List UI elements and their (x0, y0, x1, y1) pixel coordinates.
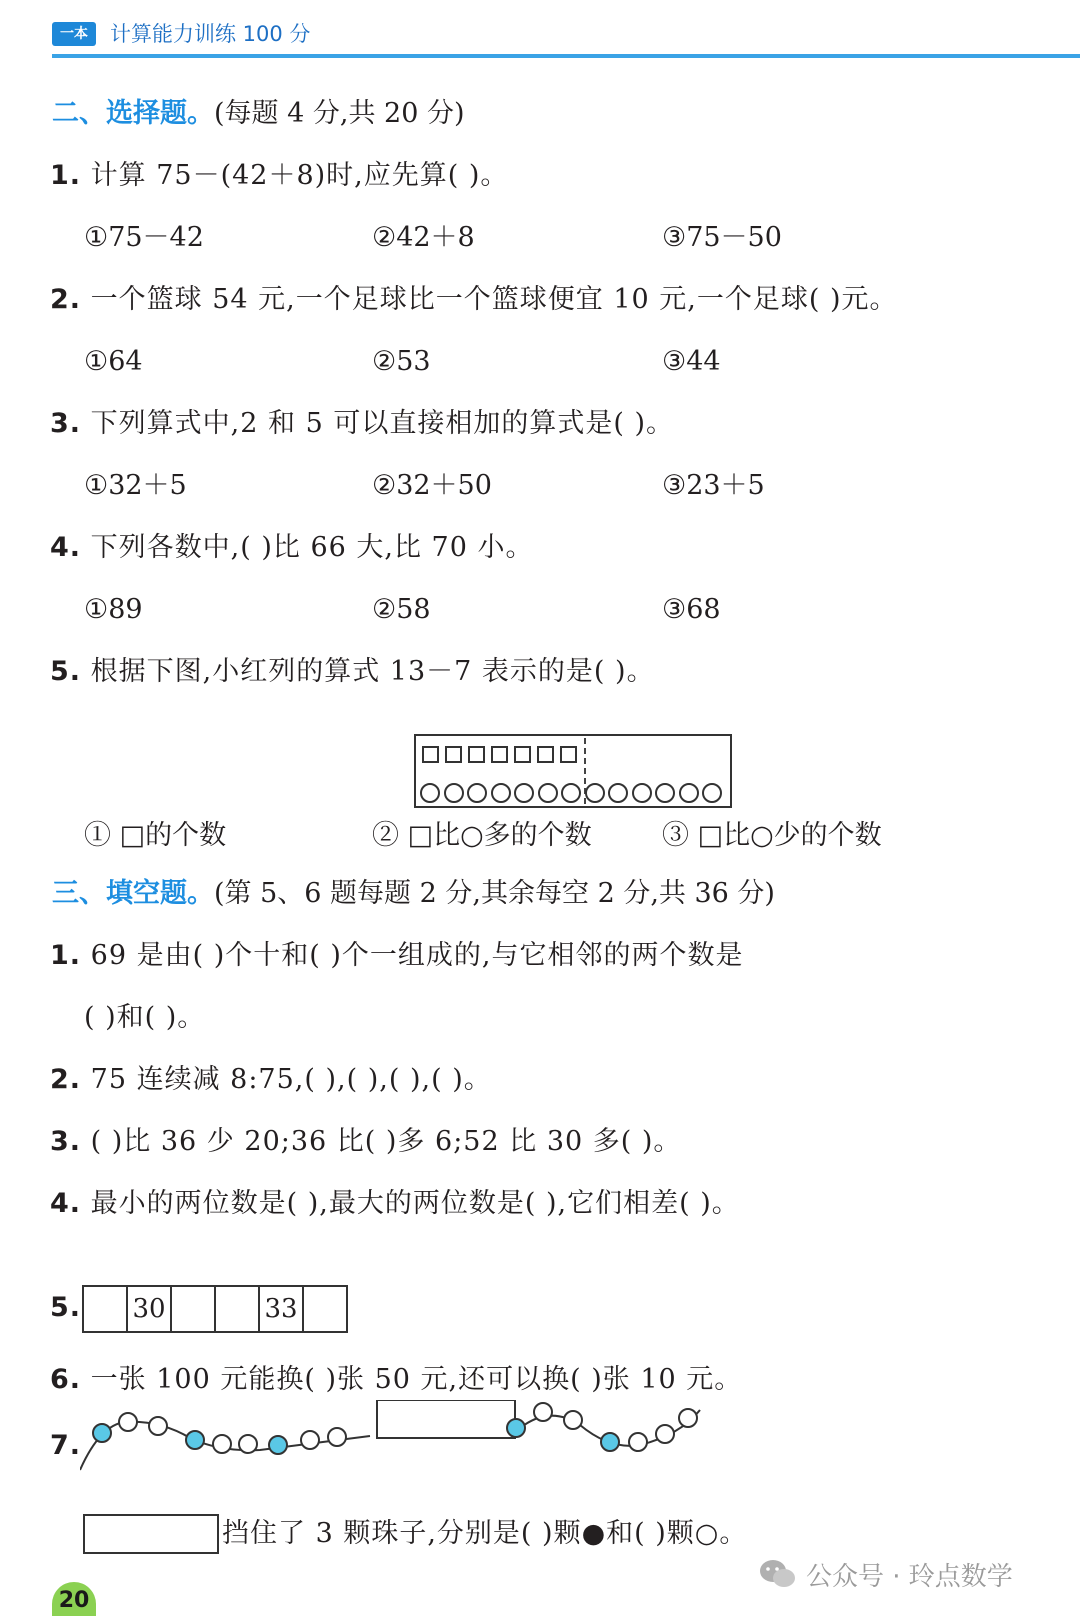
section-name: 三、填空题。 (52, 878, 214, 909)
bead-hollow (328, 1428, 346, 1446)
section-note: (每题 4 分,共 20 分) (214, 98, 465, 129)
question-2-4 (50, 530, 534, 566)
figure-square (422, 746, 439, 763)
question-text: 一个篮球 54 元,一个足球比一个篮球便宜 10 元,一个足球( )元。 (90, 284, 898, 315)
number-track (82, 1285, 348, 1333)
bead-filled (93, 1424, 111, 1442)
figure-circle (420, 783, 440, 803)
option-2-4-b[interactable]: ②58 (372, 594, 431, 625)
section-name: 二、选择题。 (52, 98, 214, 129)
watermark (758, 1554, 1013, 1594)
section-title-choice (52, 96, 465, 132)
question-text: 一张 100 元能换( )张 50 元,还可以换( )张 10 元。 (90, 1364, 743, 1395)
answer-box[interactable] (83, 1514, 219, 1554)
question-number: 6. (50, 1364, 82, 1395)
question-number: 1. (50, 160, 82, 191)
bead-hollow (239, 1435, 257, 1453)
figure-square (468, 746, 485, 763)
bead-hollow (679, 1409, 697, 1427)
figure-circle (491, 783, 511, 803)
question-number: 4. (50, 1188, 82, 1219)
option-2-3-a[interactable]: ①32＋5 (84, 470, 187, 501)
figure-square (514, 746, 531, 763)
section-note: (第 5、6 题每题 2 分,其余每空 2 分,共 36 分) (214, 878, 775, 909)
figure-circle (514, 783, 534, 803)
option-2-5-a[interactable]: ① □的个数 (84, 820, 227, 851)
question-2-3 (50, 406, 674, 442)
option-2-3-b[interactable]: ②32＋50 (372, 470, 492, 501)
section-title-fill (52, 876, 775, 912)
bead-hollow (629, 1433, 647, 1451)
bead-filled (269, 1436, 287, 1454)
option-2-2-b[interactable]: ②53 (372, 346, 431, 377)
question-3-6 (50, 1362, 742, 1398)
bead-hollow (149, 1417, 167, 1435)
question-number: 5. (50, 656, 82, 687)
option-2-1-c[interactable]: ③75－50 (662, 222, 782, 253)
question-text: 下列各数中,( )比 66 大,比 70 小。 (90, 532, 534, 563)
track-cell[interactable] (170, 1285, 216, 1333)
question-text: 69 是由( )个十和( )个一组成的,与它相邻的两个数是 (90, 940, 744, 971)
option-2-5-c[interactable]: ③ □比○少的个数 (662, 820, 882, 851)
option-2-2-c[interactable]: ③44 (662, 346, 721, 377)
figure-circle (679, 783, 699, 803)
question-number: 1. (50, 940, 82, 971)
figure-circle (632, 783, 652, 803)
figure-circle (655, 783, 675, 803)
question-3-2 (50, 1062, 492, 1098)
figure-circle (585, 783, 605, 803)
question-text: ( )比 36 少 20;36 比( )多 6;52 比 30 多( )。 (90, 1126, 682, 1157)
figure-circle (608, 783, 628, 803)
question-3-7 (50, 1428, 81, 1464)
figure-square (560, 746, 577, 763)
header-rule (52, 54, 1080, 58)
figure-circle (538, 783, 558, 803)
question-number: 5. (50, 1292, 82, 1323)
figure-square (445, 746, 462, 763)
question-number: 2. (50, 1064, 82, 1095)
question-3-4 (50, 1186, 740, 1222)
bead-filled (186, 1431, 204, 1449)
track-cell[interactable] (214, 1285, 260, 1333)
question-text: 根据下图,小红列的算式 13－7 表示的是( )。 (90, 656, 655, 687)
question-text: 75 连续减 8:75,( ),( ),( ),( )。 (90, 1064, 492, 1095)
wechat-icon (758, 1558, 798, 1590)
option-2-1-b[interactable]: ②42＋8 (372, 222, 475, 253)
figure-square (491, 746, 508, 763)
question-number: 3. (50, 1126, 82, 1157)
squares-circles-figure (414, 734, 732, 808)
bead-hollow (119, 1413, 137, 1431)
question-2-5 (50, 654, 655, 690)
bead-hollow (656, 1425, 674, 1443)
question-3-5 (50, 1290, 81, 1326)
option-2-4-a[interactable]: ①89 (84, 594, 143, 625)
bead-hollow (301, 1431, 319, 1449)
question-3-1 (50, 938, 743, 974)
question-2-2 (50, 282, 898, 318)
track-cell: 30 (126, 1285, 172, 1333)
question-text: 下列算式中,2 和 5 可以直接相加的算式是( )。 (90, 408, 674, 439)
cover-box (377, 1400, 515, 1438)
question-text: 计算 75－(42＋8)时,应先算( )。 (90, 160, 509, 191)
figure-square (537, 746, 554, 763)
bead-string-figure (80, 1400, 720, 1500)
question-3-3 (50, 1124, 681, 1160)
track-cell[interactable] (302, 1285, 348, 1333)
option-2-3-c[interactable]: ③23＋5 (662, 470, 765, 501)
question-3-7-answer: 挡住了 3 颗珠子,分别是( )颗●和( )颗○。 (222, 1518, 748, 1549)
figure-circle (561, 783, 581, 803)
question-number: 2. (50, 284, 82, 315)
option-2-5-b[interactable]: ② □比○多的个数 (372, 820, 592, 851)
question-3-1-cont: ( )和( )。 (84, 1002, 206, 1033)
option-2-1-a[interactable]: ①75－42 (84, 222, 204, 253)
page-number: 20 (52, 1582, 96, 1616)
figure-circle (702, 783, 722, 803)
question-text: 最小的两位数是( ),最大的两位数是( ),它们相差( )。 (90, 1188, 740, 1219)
book-title: 计算能力训练 100 分 (110, 22, 311, 46)
figure-circle (467, 783, 487, 803)
bead-filled (507, 1419, 525, 1437)
brand-logo: 一本 (52, 22, 96, 46)
question-number: 4. (50, 532, 82, 563)
track-cell[interactable] (82, 1285, 128, 1333)
figure-circle (444, 783, 464, 803)
question-number: 3. (50, 408, 82, 439)
bead-hollow (534, 1403, 552, 1421)
option-2-2-a[interactable]: ①64 (84, 346, 143, 377)
question-2-1 (50, 158, 508, 194)
page-header (52, 20, 1080, 60)
track-cell: 33 (258, 1285, 304, 1333)
question-number: 7. (50, 1430, 82, 1461)
watermark-text: 公众号 · 玲点数学 (806, 1561, 1013, 1592)
option-2-4-c[interactable]: ③68 (662, 594, 721, 625)
bead-hollow (564, 1411, 582, 1429)
bead-hollow (213, 1435, 231, 1453)
bead-filled (601, 1433, 619, 1451)
